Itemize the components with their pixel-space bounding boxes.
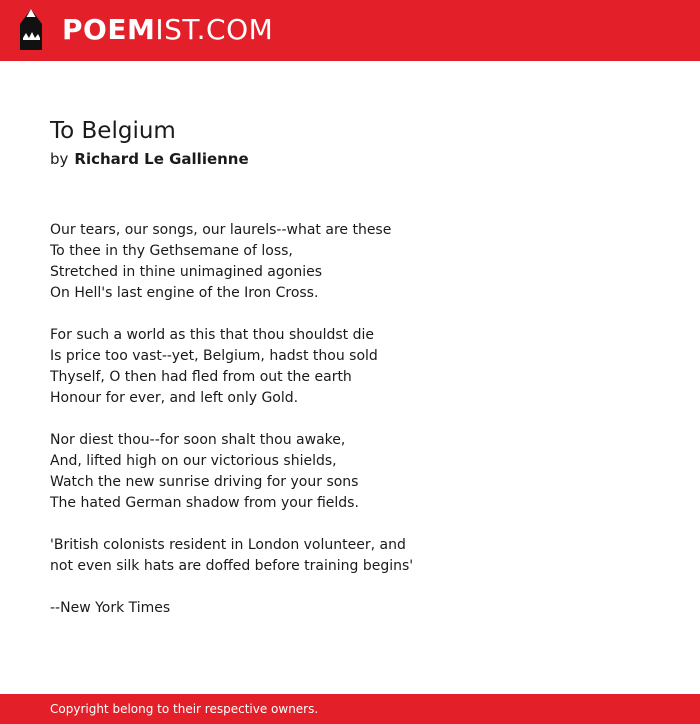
pencil-logo-icon <box>18 8 44 52</box>
poem-line: 'British colonists resident in London volunteer, and <box>50 537 406 553</box>
poem-line: Our tears, our songs, our laurels--what are these <box>50 222 392 238</box>
poem-line: For such a world as this that thou shouldst die <box>50 327 374 343</box>
site-logo-text <box>62 8 273 52</box>
poem-stanza <box>50 325 650 409</box>
poem-stanza <box>50 220 650 304</box>
logo-text-bold: POEM <box>62 13 156 46</box>
poem-content <box>50 114 650 640</box>
site-footer <box>0 694 700 724</box>
poem-line: And, lifted high on our victorious shields, <box>50 453 337 469</box>
poem-line: --New York Times <box>50 600 171 616</box>
site-header <box>0 0 700 61</box>
poem-stanza <box>50 430 650 514</box>
copyright-notice: Copyright belong to their respective owners. <box>50 702 319 716</box>
byline-prefix: by <box>50 150 69 168</box>
poem-line: To thee in thy Gethsemane of loss, <box>50 243 293 259</box>
poem-stanza <box>50 598 650 619</box>
poem-line: On Hell's last engine of the Iron Cross. <box>50 285 319 301</box>
poem-byline <box>50 148 650 170</box>
poem-stanza <box>50 535 650 577</box>
poem-line: Nor diest thou--for soon shalt thou awake, <box>50 432 346 448</box>
poem-line: Is price too vast--yet, Belgium, hadst thou sold <box>50 348 378 364</box>
logo-text-light: IST.COM <box>155 13 274 46</box>
poem-line: Stretched in thine unimagined agonies <box>50 264 323 280</box>
poem-line: The hated German shadow from your fields. <box>50 495 359 511</box>
author-link[interactable]: Richard Le Gallienne <box>74 150 249 168</box>
site-logo-link[interactable] <box>18 8 273 52</box>
poem-line: Thyself, O then had fled from out the earth <box>50 369 352 385</box>
poem-line: Honour for ever, and left only Gold. <box>50 390 299 406</box>
poem-line: Watch the new sunrise driving for your sons <box>50 474 359 490</box>
poem-body <box>50 220 650 619</box>
poem-title: To Belgium <box>50 118 176 144</box>
poem-line: not even silk hats are doffed before training begins' <box>50 558 414 574</box>
